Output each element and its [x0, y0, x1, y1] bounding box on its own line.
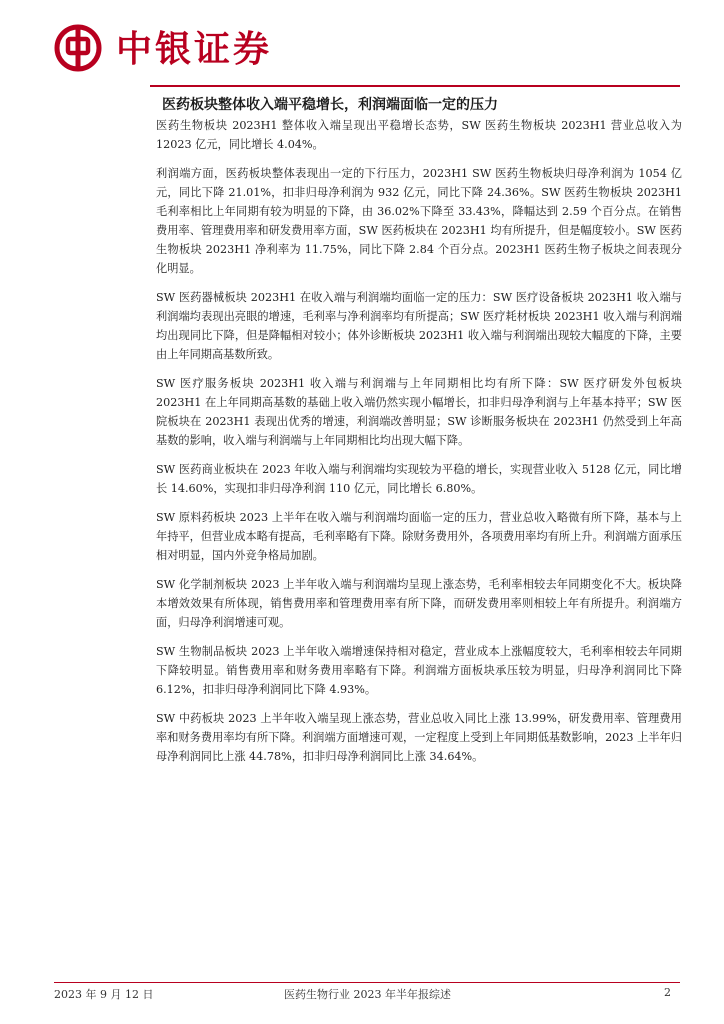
paragraph: SW 化学制剂板块 2023 上半年收入端与利润端均呈现上涨态势，毛利率相较去年同期变化不大。板块降本增效效果有所体现，销售费用率和管理费用率有所下降，而研发费用率则相较上年有所提升。利润端方面，归母净利润增速可观。 [156, 578, 682, 629]
bank-of-china-logo-icon [54, 24, 102, 72]
paragraph: SW 医药器械板块 2023H1 在收入端与利润端均面临一定的压力：SW 医疗设备板块 2023H1 收入端与利润端均表现出亮眼的增速，毛利率与净利润率均有所提高；SW 医疗耗材板块 2023H1 收入端与利润端均出现同比下降，但是降幅相对较小；体外诊断板块 2023H1 收入端与利润端出现较大幅度的下降，主要由上年同期高基数所致。 [156, 291, 682, 361]
paragraph: 医药生物板块 2023H1 整体收入端呈现出平稳增长态势，SW 医药生物板块 2023H1 营业总收入为 12023 亿元，同比增长 4.04%。 [156, 119, 682, 151]
brand-name: 中银证券 [116, 29, 273, 70]
paragraph: 利润端方面，医药板块整体表现出一定的下行压力，2023H1 SW 医药生物板块归母净利润为 1054 亿元，同比下降 21.01%，扣非归母净利润为 932 亿元，同比下降 24.36%。SW 医药生物板块 2023H1 毛利率相比上年同期有较为明显的下降，由 36.02%下降至 33.43%，降幅达到 2.59 个百分点。在销售费用率、管理费用率和研发费用率方面，SW 医药板块在 2023H1 均有所提升，但是幅度较小。SW 医药生物板块 2023H1 净利率为 11.75%，同比下降 2.84 个百分点。2023H1 医药生物子板块之间表现分化明显。 [156, 167, 682, 275]
footer-rule [54, 982, 680, 983]
paragraph: SW 医药商业板块在 2023 年收入端与利润端均实现较为平稳的增长，实现营业收入 5128 亿元，同比增长 14.60%，实现扣非归母净利润 110 亿元，同比增长 6.80%。 [156, 463, 682, 495]
section-title: 医药板块整体收入端平稳增长，利润端面临一定的压力 [162, 97, 498, 113]
page-header [54, 20, 674, 80]
paragraph: SW 中药板块 2023 上半年收入端呈现上涨态势，营业总收入同比上涨 13.99%，研发费用率、管理费用率和财务费用率均有所下降。利润端方面增速可观，一定程度上受到上年同期低基数影响，2023 上半年归母净利润同比上涨 44.78%，扣非归母净利润同比上涨 34.64%。 [156, 712, 682, 763]
paragraph: SW 医疗服务板块 2023H1 收入端与利润端与上年同期相比均有所下降：SW 医疗研发外包板块 2023H1 在上年同期高基数的基础上收入端仍然实现小幅增长，扣非归母净利润与上年基本持平；SW 医院板块在 2023H1 表现出优秀的增速，利润端改善明显；SW 诊断服务板块在 2023H1 仍然受到上年高基数的影响，收入端与利润端与上年同期相比均出现大幅下降。 [156, 377, 682, 447]
page-number: 2 [664, 986, 671, 999]
body-content [156, 116, 682, 776]
header-rule [150, 85, 680, 87]
footer-date: 2023 年 9 月 12 日 [54, 988, 154, 1001]
footer-report-title: 医药生物行业 2023 年半年报综述 [284, 988, 451, 1001]
paragraph: SW 生物制品板块 2023 上半年收入端增速保持相对稳定，营业成本上涨幅度较大，毛利率相较去年同期下降较明显。销售费用率和财务费用率略有下降。利润端方面板块承压较为明显，归母净利润同比下降 6.12%，扣非归母净利润同比下降 4.93%。 [156, 645, 682, 696]
paragraph: SW 原料药板块 2023 上半年在收入端与利润端均面临一定的压力，营业总收入略微有所下降，基本与上年持平，但营业成本略有提高，毛利率略有下降。除财务费用外，各项费用率均有所上升。利润端方面承压相对明显，国内外竞争格局加剧。 [156, 511, 682, 562]
